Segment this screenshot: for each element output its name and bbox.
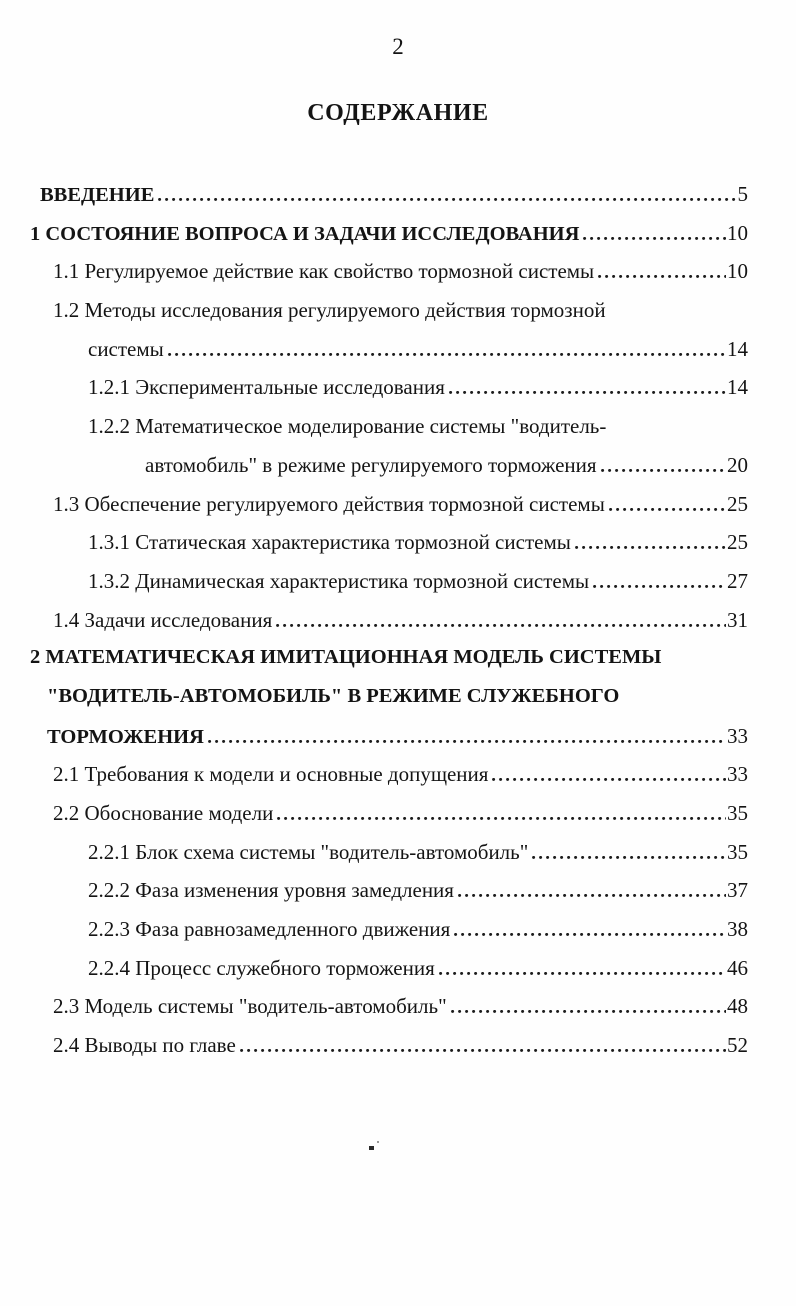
dot-leader — [532, 856, 726, 859]
toc-page-number: 10 — [727, 220, 748, 245]
toc-page-number: 38 — [727, 917, 748, 942]
toc-entry — [30, 994, 748, 1033]
toc-entry — [30, 453, 748, 492]
toc-entry-text: ТОРМОЖЕНИЯ — [47, 725, 204, 748]
toc-entry — [30, 801, 748, 840]
toc-page-number: 37 — [727, 878, 748, 903]
toc-entry-text: 2.2.2 Фаза изменения уровня замедления — [88, 878, 454, 903]
toc-entry — [30, 917, 748, 956]
toc-page-number: 5 — [737, 182, 748, 206]
toc-entry-text: 1.3 Обеспечение регулируемого действия тормозной системы — [53, 491, 605, 516]
toc-entry — [30, 221, 748, 260]
dot-leader — [598, 275, 726, 278]
toc-entry — [30, 724, 748, 763]
toc-entry-text: 1.3.2 Динамическая характеристика тормозной системы — [88, 568, 590, 593]
toc-entry-text: 2.1 Требования к модели и основные допущения — [53, 762, 489, 787]
toc-entry-text: 2 МАТЕМАТИЧЕСКАЯ ИМИТАЦИОННАЯ МОДЕЛЬ СИСТЕМЫ — [30, 646, 662, 669]
toc-entry-text: 2.2.4 Процесс служебного торможения — [88, 955, 435, 980]
toc-page-number: 31 — [727, 607, 748, 632]
toc-entry-text: 1.2.1 Экспериментальные исследования — [88, 375, 445, 400]
ink-speck-minor — [377, 1141, 379, 1143]
dot-leader — [276, 624, 726, 627]
toc-entry — [30, 530, 748, 569]
dot-leader — [277, 817, 726, 820]
toc-page-number: 33 — [727, 723, 748, 748]
toc-entry — [30, 259, 748, 298]
toc-entry — [30, 646, 748, 685]
toc-page-number: 52 — [727, 1033, 748, 1058]
toc-entry — [30, 337, 748, 376]
toc-entry — [30, 298, 748, 337]
toc-entry-text: 2.4 Выводы по главе — [53, 1033, 236, 1058]
toc-entry-text: 1 СОСТОЯНИЕ ВОПРОСА И ЗАДАЧИ ИССЛЕДОВАНИЯ — [30, 222, 580, 245]
page-number-folio: 2 — [392, 34, 404, 59]
dot-leader — [240, 1049, 726, 1052]
toc-page-number: 46 — [727, 955, 748, 980]
toc-page-number: 14 — [727, 375, 748, 400]
dot-leader — [451, 1010, 726, 1013]
toc-entry-text: 1.4 Задачи исследования — [53, 607, 273, 632]
dot-leader — [458, 894, 726, 897]
toc-page-number: 27 — [727, 568, 748, 593]
toc-entry — [30, 375, 748, 414]
toc-entry — [30, 840, 748, 879]
toc-page-number: 25 — [727, 491, 748, 516]
toc-page-number: 35 — [727, 839, 748, 864]
toc-entry — [30, 685, 748, 724]
toc-entry-text: 1.1 Регулируемое действие как свойство тормозной системы — [53, 259, 595, 284]
toc-entry-text: 1.3.1 Статическая характеристика тормозной системы — [88, 530, 571, 555]
ink-speck — [369, 1146, 374, 1150]
toc-entry — [30, 956, 748, 995]
toc-page-number: 25 — [727, 530, 748, 555]
toc-entry — [30, 492, 748, 531]
toc-page-number: 14 — [727, 336, 748, 361]
toc-entry-text: ВВЕДЕНИЕ — [40, 184, 155, 206]
dot-leader — [575, 546, 726, 549]
toc-page-number: 10 — [727, 259, 748, 284]
toc-entry — [30, 878, 748, 917]
toc-entry — [30, 414, 748, 453]
toc-page-number: 20 — [727, 452, 748, 477]
dot-leader — [609, 508, 726, 511]
toc-entry-text: "ВОДИТЕЛЬ-АВТОМОБИЛЬ" В РЕЖИМЕ СЛУЖЕБНОГО — [47, 684, 620, 707]
toc-entry-text: 2.2 Обоснование модели — [53, 801, 274, 825]
dot-leader — [168, 353, 726, 356]
toc-entry-text: 2.3 Модель системы "водитель-автомобиль" — [53, 994, 447, 1019]
dot-leader — [593, 585, 726, 588]
dot-leader — [583, 237, 726, 240]
dot-leader — [158, 198, 736, 201]
toc-entry-text: автомобиль" в режиме регулируемого торможения — [145, 452, 597, 477]
toc-entry-text: 1.2 Методы исследования регулируемого действия тормозной — [53, 298, 606, 323]
dot-leader — [492, 778, 726, 781]
toc-page-number: 35 — [727, 801, 748, 825]
page-title: СОДЕРЖАНИЕ — [307, 100, 489, 126]
toc-entry — [30, 762, 748, 801]
dot-leader — [601, 469, 726, 472]
dot-leader — [439, 972, 726, 975]
dot-leader — [454, 933, 726, 936]
toc-entry-text: 1.2.2 Математическое моделирование системы "водитель- — [88, 414, 607, 439]
toc-entry — [30, 182, 748, 221]
toc-entry — [30, 1033, 748, 1072]
dot-leader — [449, 391, 726, 394]
toc-entry — [30, 569, 748, 608]
toc-entry-text: системы — [88, 336, 164, 361]
table-of-contents — [30, 182, 748, 1072]
toc-entry — [30, 608, 748, 647]
toc-entry-text: 2.2.1 Блок схема системы "водитель-автомобиль" — [88, 839, 529, 864]
toc-page-number: 48 — [727, 994, 748, 1019]
dot-leader — [208, 740, 726, 743]
toc-page-number: 33 — [727, 762, 748, 787]
toc-entry-text: 2.2.3 Фаза равнозамедленного движения — [88, 917, 451, 942]
